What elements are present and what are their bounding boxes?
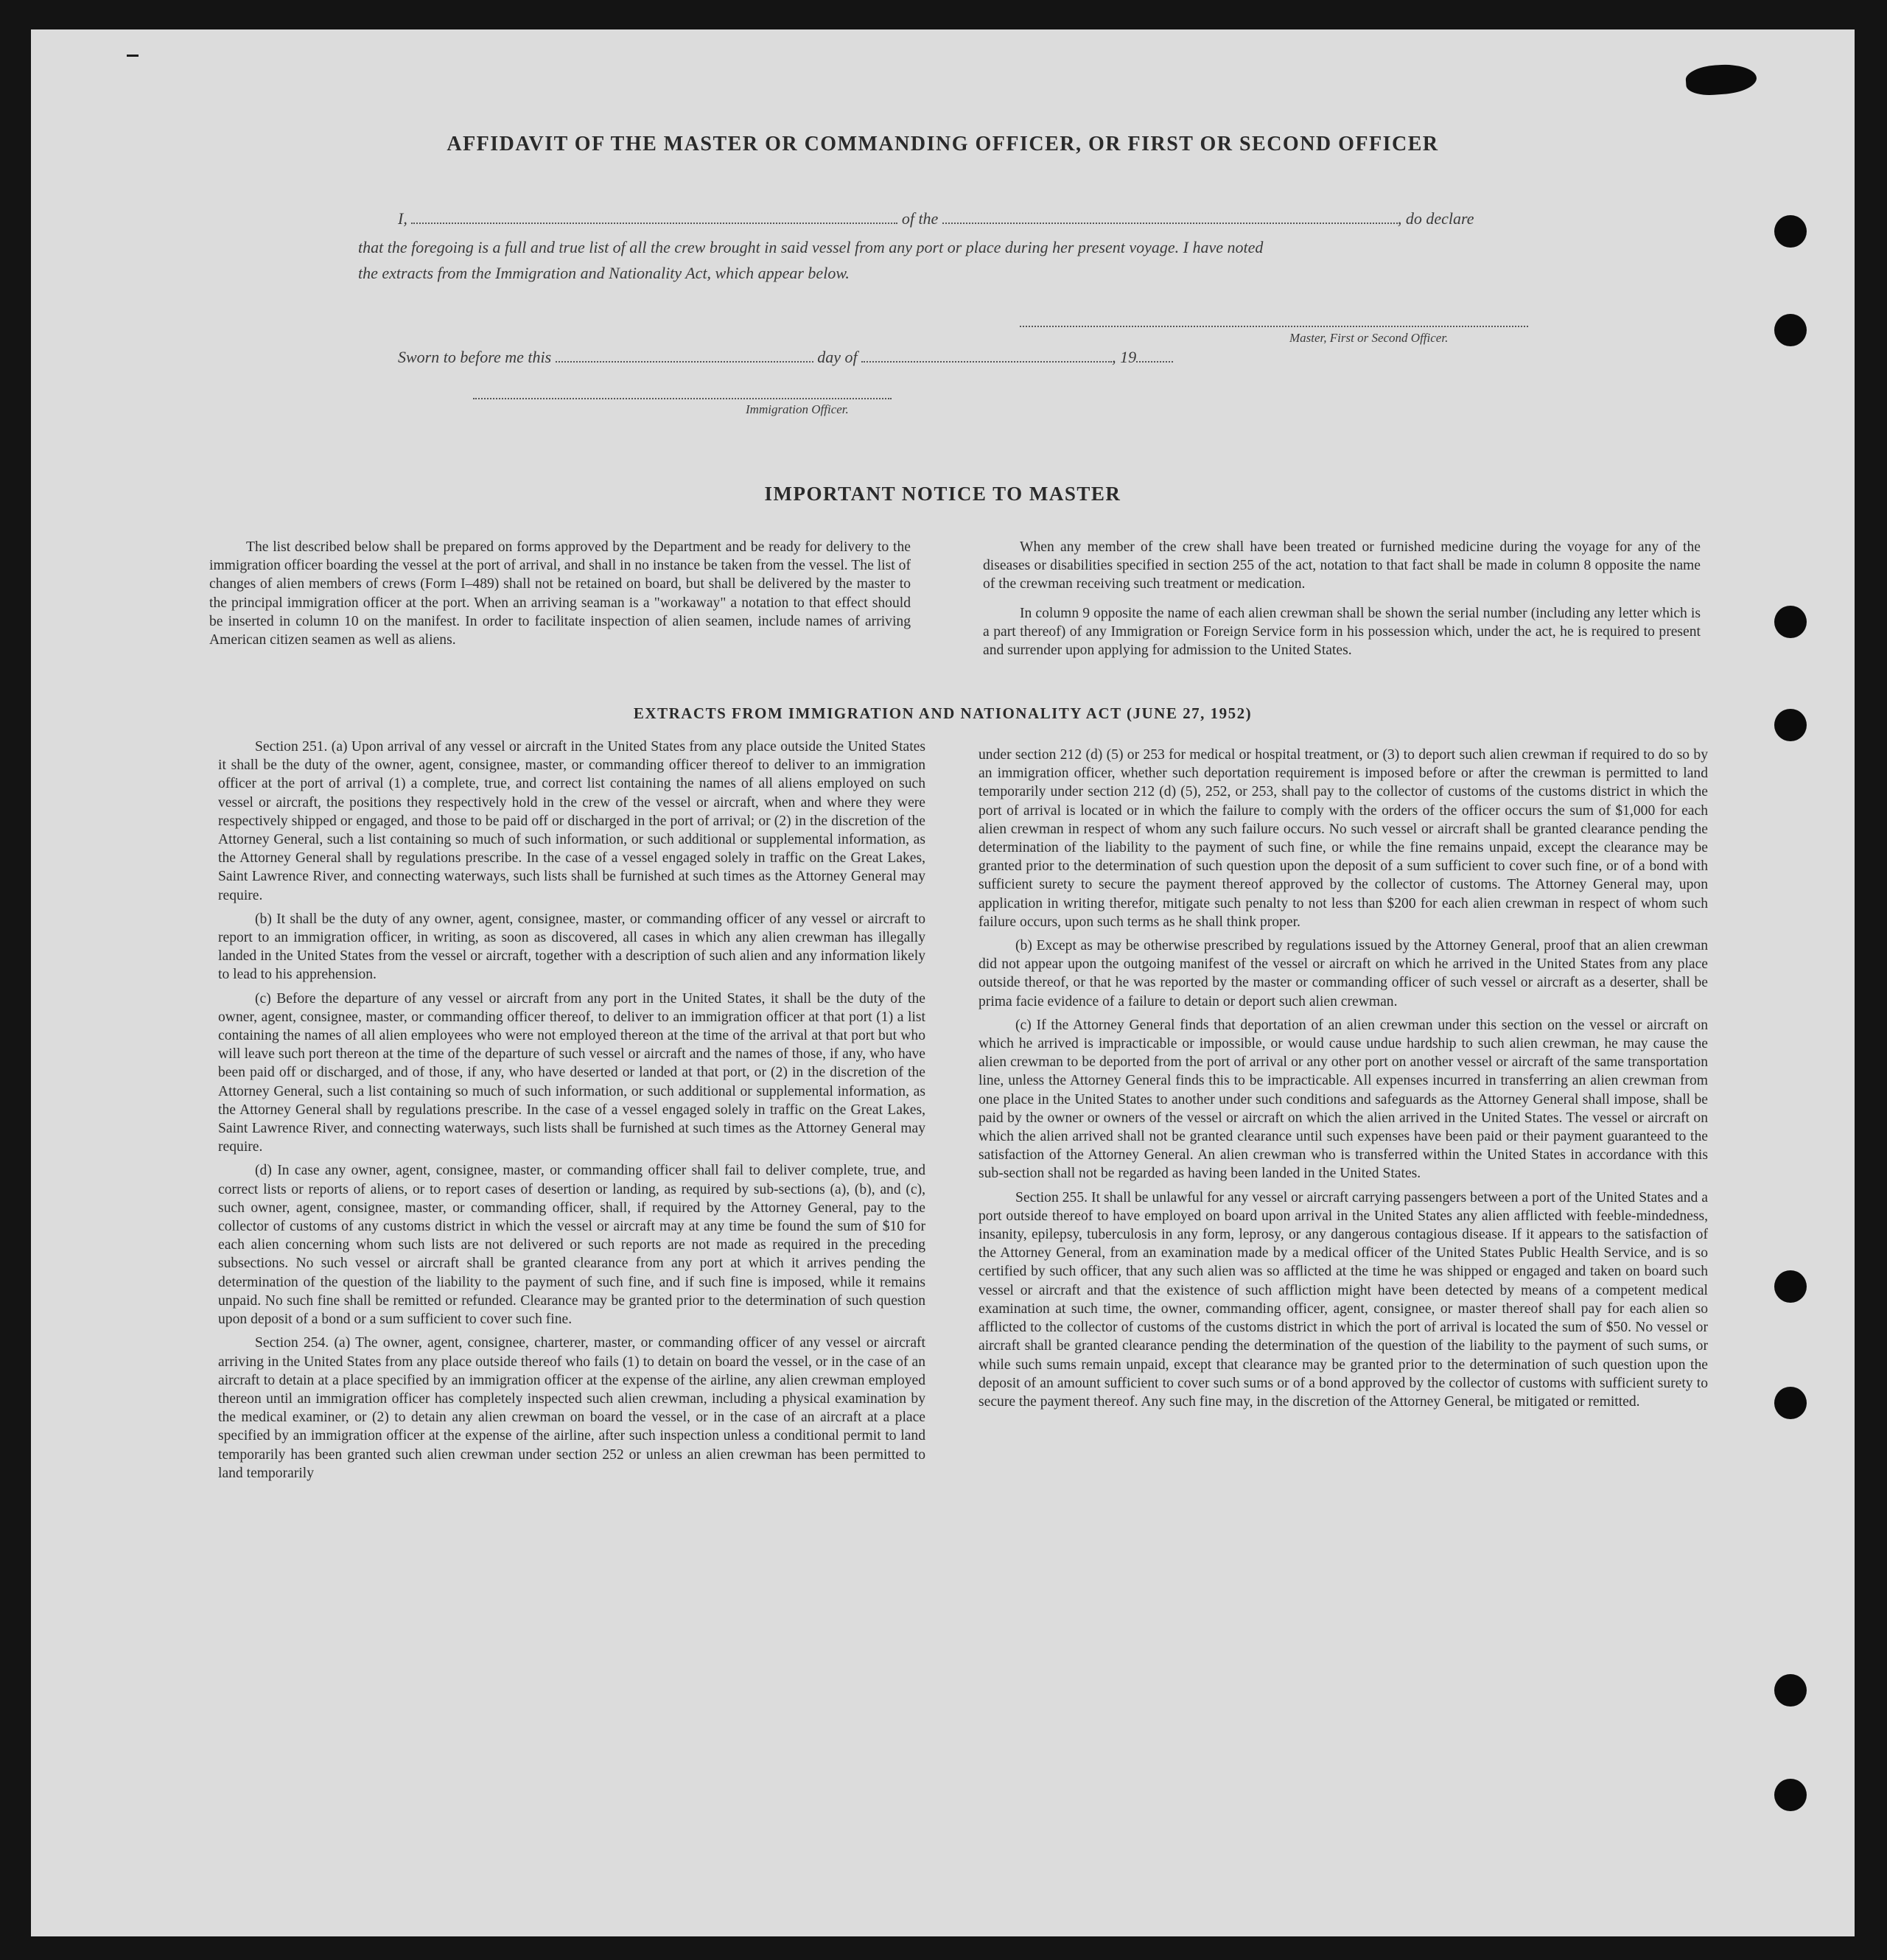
- name-blank: [411, 209, 897, 224]
- notice-paragraph: When any member of the crew shall have been treated or furnished medicine during the voyage for any of the diseases or disabilities specified in section 255 of the act, notation to that fact shall be made in column 8 opposite the name of the crewman receiving such treatment or medication.: [983, 539, 1701, 592]
- vessel-blank: [942, 209, 1398, 224]
- binder-hole: [1774, 215, 1807, 248]
- day-blank: [556, 348, 813, 363]
- label-day-of: day of: [817, 348, 858, 366]
- ink-blot: [1685, 63, 1758, 97]
- section-251-a: Section 251. (a) Upon arrival of any vessel or aircraft in the United States from any place outside the United States it shall be the duty of the owner, agent, consignee, master, or commanding officer thereof to deliver to an immigration officer at the port of arrival (1) a complete, true, and correct list containing the names of all aliens employed on such vessel or aircraft, the positions they respectively hold in the crew of the vessel or aircraft, when and where they were respectively shipped or engaged, and those to be paid off or discharged in the port of arrival; or (2) in the discretion of the Attorney General, such a list containing so much of such information, or such additional or supplemental information, as the Attorney General shall by regulations prescribe. In the case of a vessel engaged solely in traffic on the Great Lakes, Saint Lawrence River, and connecting waterways, such lists shall be furnished at such times as the Attorney General may require.: [218, 739, 925, 903]
- section-254-c: (c) If the Attorney General finds that deportation of an alien crewman under this section on the vessel or aircraft on which he arrived is impracticable or impossible, or would cause undue hardship to such alien crewman, he may cause the alien crewman to be deported from the port of arrival or any other port on another vessel or aircraft of the same transportation line, unless the Attorney General finds this to be impracticable. All expenses incurred in transferring an alien crewman from one place in the United States to another under such conditions and safeguards as the Attorney General shall impose, shall be paid by the owner or owners of the vessel or aircraft on which the alien arrived in the United States. The vessel or aircraft on which the alien arrived shall not be granted clearance until such expenses have been paid or their payment guaranteed to the satisfaction of the Attorney General. An alien crewman who is transferred within the United States in accordance with this sub-section shall not be regarded as having been landed in the United States.: [978, 1017, 1708, 1182]
- extracts-title: EXTRACTS FROM IMMIGRATION AND NATIONALITY ACT (JUNE 27, 1952): [633, 704, 1253, 722]
- section-251-c: (c) Before the departure of any vessel or aircraft from any port in the United States, it shall be the duty of the owner, agent, consignee, master, or commanding officer thereof, to deliver to an immigration officer at that port (1) a list containing the names of all alien employees who were not employed thereon at the time of the arrival at that port but who will leave such port thereon at the time of the departure of such vessel or aircraft and the names of those, if any, who have been paid off or discharged, and of those, if any, who have deserted or landed at that port, or (2) in the discretion of the Attorney General, such a list containing so much of such information, or such additional or supplemental information, as the Attorney General shall by regulations prescribe. In the case of a vessel engaged solely in traffic on the Great Lakes, Saint Lawrence River, and connecting waterways, such lists shall be furnished at such times as the Attorney General may require.: [218, 990, 925, 1155]
- declaration-text-1: that the foregoing is a full and true list of all the crew brought in said vessel from any port or place during her present voyage. I have noted: [358, 238, 1264, 256]
- binder-hole: [1774, 314, 1807, 346]
- label-do-declare: , do declare: [1397, 209, 1474, 228]
- declaration-text-2: the extracts from the Immigration and Nationality Act, which appear below.: [358, 264, 850, 282]
- extracts-left-column: [218, 738, 925, 1488]
- binder-hole: [1774, 1387, 1807, 1419]
- scan-speck: [127, 55, 139, 57]
- notice-left-column: [209, 538, 911, 654]
- section-254-a: Section 254. (a) The owner, agent, consignee, charterer, master, or commanding officer of any vessel or aircraft arriving in the United States from any place outside thereof who fails (1) to detain on board the vessel, or in the case of an aircraft to detain at a place specified by an immigration officer at the expense of the airline, any alien crewman employed thereon until an immigration officer has completely inspected such alien crewman, including a physical examination by the medical examiner, or (2) to detain any alien crewman on board the vessel, or in the case of an aircraft at a place specified by an immigration officer at the expense of the airline, after such inspection unless a conditional permit to land temporarily has been granted such alien crewman under section 252 or unless an alien crewman has been permitted to land temporarily: [218, 1335, 925, 1481]
- section-255: Section 255. It shall be unlawful for any vessel or aircraft carrying passengers between a port of the United States and a port outside thereof to have employed on board upon arrival in the United States any alien afflicted with feeble-mindedness, insanity, epilepsy, tuberculosis in any form, leprosy, or any dangerous contagious disease. If it appears to the satisfaction of the Attorney General, from an examination made by a medical officer of the United States Public Health Service, and is so certified by such officer, that any such alien was so afflicted at the time he was shipped or engaged and taken on board such vessel or aircraft and that the existence of such affliction might have been detected by means of a competent medical examination at such time, the owner, commanding officer, agent, consignee, or master thereof shall pay for each alien so afflicted to the collector of customs of the customs district in which the port of arrival is located the sum of $50. No vessel or aircraft shall be granted clearance pending the determination of the question of the liability to the payment of such sums, or while such sums remain unpaid, except that clearance may be granted prior to the determination of such question upon the deposit of an amount sufficient to cover such sums or of a bond approved by the collector of customs with sufficient surety to secure the payment thereof. Any such fine may, in the discretion of the Attorney General, be mitigated or remitted.: [978, 1189, 1708, 1410]
- binder-hole: [1774, 1779, 1807, 1811]
- master-signature-line: [1020, 326, 1528, 327]
- sworn-line: [398, 348, 1173, 367]
- binder-hole: [1774, 1674, 1807, 1707]
- declaration-name-line: [398, 209, 1474, 228]
- month-blank: [861, 348, 1112, 363]
- notice-paragraph: The list described below shall be prepared on forms approved by the Department and be ready for delivery to the immigration officer boarding the vessel at the port of arrival, and shall in no instance be taken from the vessel. The list of changes of alien members of crews (Form I–489) shall not be retained on board, but shall be delivered by the master to the principal immigration officer at the port. When an arriving seaman is a "workaway" a notation to that effect should be inserted in column 10 on the manifest. In order to facilitate inspection of alien seamen, include names of arriving American citizen seamen as well as aliens.: [209, 539, 911, 648]
- section-254-a-continued: under section 212 (d) (5) or 253 for medical or hospital treatment, or (3) to deport such alien crewman if required to do so by an immigration officer, whether such deportation requirement is imposed before or after the crewman is permitted to land temporarily under section 212 (d) (5), 252, or 253, shall pay to the collector of customs of the customs district in which the port of arrival is located or in which the failure to comply with the orders of the officer occurs the sum of $1,000 for each alien crewman in respect of whom any such failure occurs. No such vessel or aircraft shall be granted clearance pending the determination of the liability to the payment of such fine, or while the fine remains unpaid, except the clearance may be granted prior to the determination of such question upon the deposit of a sum sufficient to cover such fine, or of a bond with sufficient surety to secure the payment thereof approved by the collector of customs. The Attorney General may, upon application in writing therefor, mitigate such penalty to not less than $200 for each alien crewman in respect of whom such failure occurs, upon such terms as he shall think proper.: [978, 747, 1708, 930]
- officer-signature-line: [473, 398, 892, 399]
- section-251-b: (b) It shall be the duty of any owner, agent, consignee, master, or commanding officer of any vessel or aircraft to report to an immigration officer, in writing, as soon as discovered, all cases in which any alien crewman has illegally landed in the United States from the vessel or aircraft, together with a description of such alien and any information likely to lead to his apprehension.: [218, 911, 925, 983]
- binder-hole: [1774, 606, 1807, 638]
- affidavit-title: AFFIDAVIT OF THE MASTER OR COMMANDING OFFICER, OR FIRST OR SECOND OFFICER: [447, 133, 1439, 155]
- binder-hole: [1774, 1270, 1807, 1303]
- extracts-right-column: [978, 746, 1708, 1416]
- document-page: [31, 29, 1855, 1936]
- section-251-d: (d) In case any owner, agent, consignee, master, or commanding officer shall fail to deliver complete, true, and correct lists or reports of aliens, or to report cases of desertion or landing, as required by sub-sections (a), (b), and (c), such owner, agent, consignee, master, or commanding officer, shall, if required by the Attorney General, pay to the collector of customs of any customs district in which the vessel or aircraft may at any time be found the sum of $10 for each alien concerning whom such lists are not delivered or such reports are not made as required in the preceding subsections. No such vessel or aircraft shall be granted clearance from any port at which it arrives pending the determination of the question of the liability to the payment of such fine, and if such fine is imposed, while it remains unpaid. No such fine shall be remitted or refunded. Clearance may be granted prior to the determination of such question upon deposit of a bond or a sum sufficient to cover such fine.: [218, 1163, 925, 1328]
- notice-title: IMPORTANT NOTICE TO MASTER: [764, 483, 1121, 505]
- notice-paragraph: In column 9 opposite the name of each alien crewman shall be shown the serial number (including any letter which is a part thereof) of any Immigration or Foreign Service form in his possession which, under the act, he is required to present and surrender upon applying for admission to the United States.: [983, 605, 1701, 659]
- label-of-the: of the: [901, 209, 939, 228]
- label-sworn: Sworn to before me this: [398, 348, 552, 366]
- label-year: , 19: [1112, 348, 1137, 366]
- notice-right-column: [983, 538, 1701, 670]
- master-caption: Master, First or Second Officer.: [1289, 331, 1449, 345]
- year-blank: [1136, 348, 1173, 363]
- officer-caption: Immigration Officer.: [746, 402, 849, 416]
- label-i: I,: [398, 209, 407, 228]
- section-254-b: (b) Except as may be otherwise prescribed by regulations issued by the Attorney General, proof that an alien crewman did not appear upon the outgoing manifest of the vessel or aircraft on which he arrived in the United States from any place outside thereof, or that he was reported by the master or commanding officer of such vessel or aircraft as a deserter, shall be prima facie evidence of a failure to detain or deport such alien crewman.: [978, 938, 1708, 1009]
